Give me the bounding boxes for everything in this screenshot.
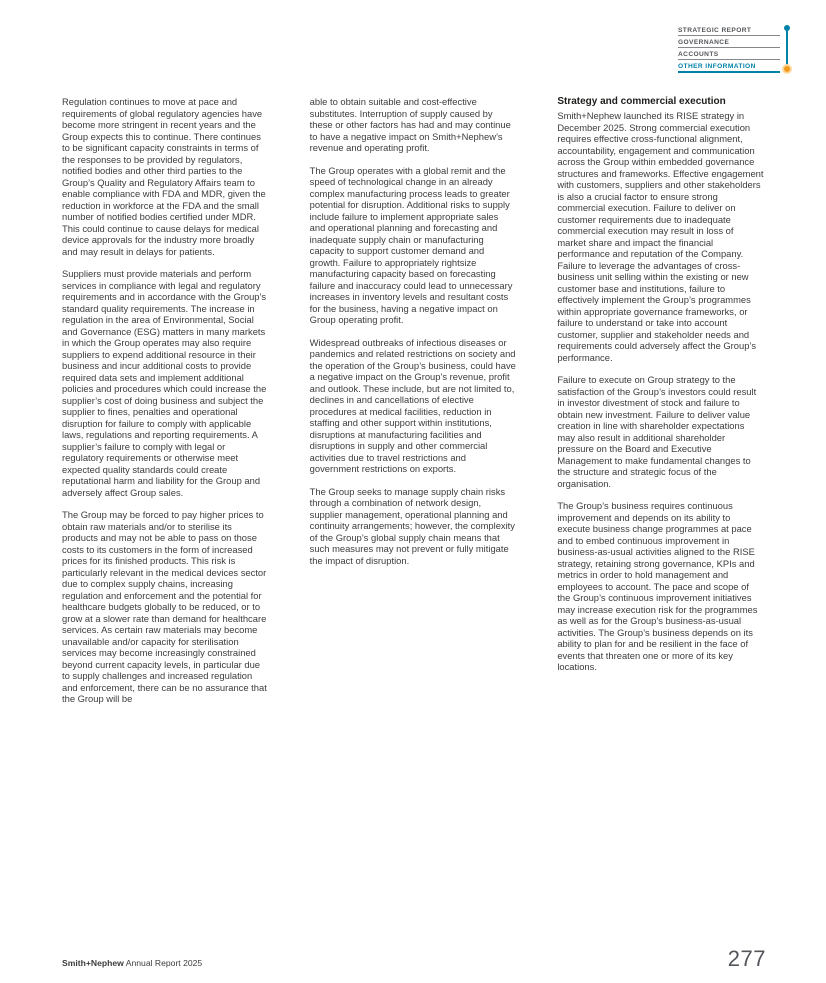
page-footer	[62, 946, 766, 972]
body-paragraph: Suppliers must provide materials and perform services in compliance with legal and regulatory requirements and in accordance with the Group’s standard quality requirements. The increase in regulation in the area of Environmental, Social and Governance (ESG) matters in many markets in which the Group operates may also require suppliers to expend additional resource in their business and incur additional costs to provide required data sets and implement additional policies and procedures which could increase the supplier’s cost of doing business and subject the supplier to fines, penalties and operational disruption for failure to comply with applicable laws, regulations and reporting requirements. A supplier’s failure to comply with legal or regulatory requirements or otherwise meet expected quality standards could create reputational harm and liability for the Group and adversely affect Group sales.	[62, 268, 267, 498]
body-paragraph: Failure to execute on Group strategy to the satisfaction of the Group’s investors could result in investor divestment of stock and failure to obtain new investment. Failure to deliver value creation in line with shareholder expectations may also result in additional shareholder pressure on the Board and Executive Management to make fundamental changes to the structure and strategic focus of the organisation.	[557, 374, 757, 489]
body-paragraph: Widespread outbreaks of infectious diseases or pandemics and related restrictions on society and the operation of the Group’s business, could have a negative impact on the Group’s revenue, profit and outlook. These include, but are not limited to, declines in and cancellations of elective procedures at medical facilities, reduction in staffing and other support within institutions, disruptions at manufacturing facilities and disruptions in supply and other commercial activities due to travel restrictions and government restrictions on exports.	[309, 336, 516, 474]
body-paragraph: The Group may be forced to pay higher prices to obtain raw materials and/or to sterilise its products and may not be able to pass on those costs to its customers in the form of increased prices for its finished products. This risk is particularly relevant in the medical devices sector due to complex supply chains, increasing regulation and enforcement and the potential for healthcare budgets globally to be reduced, or to grow at a slower rate than demand for healthcare services. As certain raw materials may become unavailable and/or capacity for sterilisation services may become increasingly constrained beyond current capacity levels, in particular due to supply challenges and increased regulation and enforcement, there can be no assurance that the Group will be	[62, 509, 267, 704]
nav-tab-strategic-report[interactable]: STRATEGIC REPORT	[678, 24, 780, 36]
body-paragraph: The Group seeks to manage supply chain risks through a combination of network design, supplier management, operational planning and continuity arrangements; however, the complexity of the Group’s global supply chain means that such measures may not prevent or fully mitigate the impact of disruption.	[309, 485, 515, 566]
page-content	[62, 96, 764, 716]
text-column-2	[310, 96, 517, 716]
body-paragraph: able to obtain suitable and cost-effective substitutes. Interruption of supply caused by these or other factors has had and may continue to have a negative impact on Smith+Nephew’s revenue and operating profit.	[309, 96, 511, 153]
footer-brand	[62, 958, 202, 968]
nav-tab-accounts[interactable]: ACCOUNTS	[678, 48, 780, 60]
section-nav	[678, 24, 780, 73]
page-number: 277	[727, 946, 766, 971]
text-column-3	[557, 96, 764, 716]
footer-brand-name: Smith+Nephew	[62, 958, 124, 968]
nav-tab-governance[interactable]: GOVERNANCE	[678, 36, 780, 48]
section-heading: Strategy and commercial execution	[557, 96, 726, 107]
nav-rail-top-dot-icon	[784, 25, 790, 31]
text-column-1	[62, 96, 269, 716]
nav-rail-active-dot-icon	[782, 64, 792, 74]
body-paragraph: The Group operates with a global remit and the speed of technological change in an already complex manufacturing process leads to greater potential for disruption. Additional risks to supply include failure to implement appropriate sales and operational planning and forecasting and inadequate supply chain or manufacturing capacity to support customer demand and growth. Failure to appropriately rightsize manufacturing capacity based on forecasting failure and inaccuracy could lead to unnecessary increases in inventory levels and resultant costs for the business, having a negative impact on Group operating profit.	[309, 164, 513, 325]
body-paragraph: Smith+Nephew launched its RISE strategy in December 2025. Strong commercial execution requires effective cross-functional alignment, accountability, engagement and communication across the Group within embedded governance structures and frameworks. Effective engagement with customers, suppliers and other stakeholders is also a crucial factor to ensure strong commercial execution. Failure to deliver on customer requirements due to inadequate commercial execution may result in loss of market share and impact the financial performance and reputation of the Company. Failure to leverage the advantages of cross-business unit selling within the existing or new customer base and institutions, failure to effectively implement the Group’s programmes within appropriate governance frameworks, or failure to understand or take into account customer, supplier and stakeholder needs and requirements could adversely affect the Group’s performance.	[557, 110, 764, 363]
body-paragraph: The Group’s business requires continuous improvement and depends on its ability to execute business change programmes at pace and to embed continuous improvement in business-as-usual activities aligned to the RISE strategy, retaining strong governance, KPIs and metrics in order to hold management and employees to account. The pace and scope of the Group’s continuous improvement initiatives may increase execution risk for the programmes as well as for the Group’s business-as-usual activities. The Group’s business depends on its ability to plan for and be resilient in the face of events that threaten one or more of its key locations.	[557, 500, 758, 672]
nav-tab-other-information[interactable]: OTHER INFORMATION	[678, 60, 780, 73]
body-paragraph: Regulation continues to move at pace and requirements of global regulatory agencies have become more stringent in recent years and the Group expects this to continue. There continues to be significant capacity constraints in terms of the responses to be provided by regulators, notified bodies and other third parties to the Group’s Quality and Regulatory Affairs team to enable compliance with FDA and MDR, given the reduction in workforce at the FDA and the small number of notified bodies certified under MDR. This could continue to cause delays for medical device approvals for the industry more broadly and may result in delays for patients.	[62, 96, 266, 257]
nav-rail-line	[786, 27, 788, 67]
footer-report-title: Annual Report 2025	[123, 958, 203, 968]
